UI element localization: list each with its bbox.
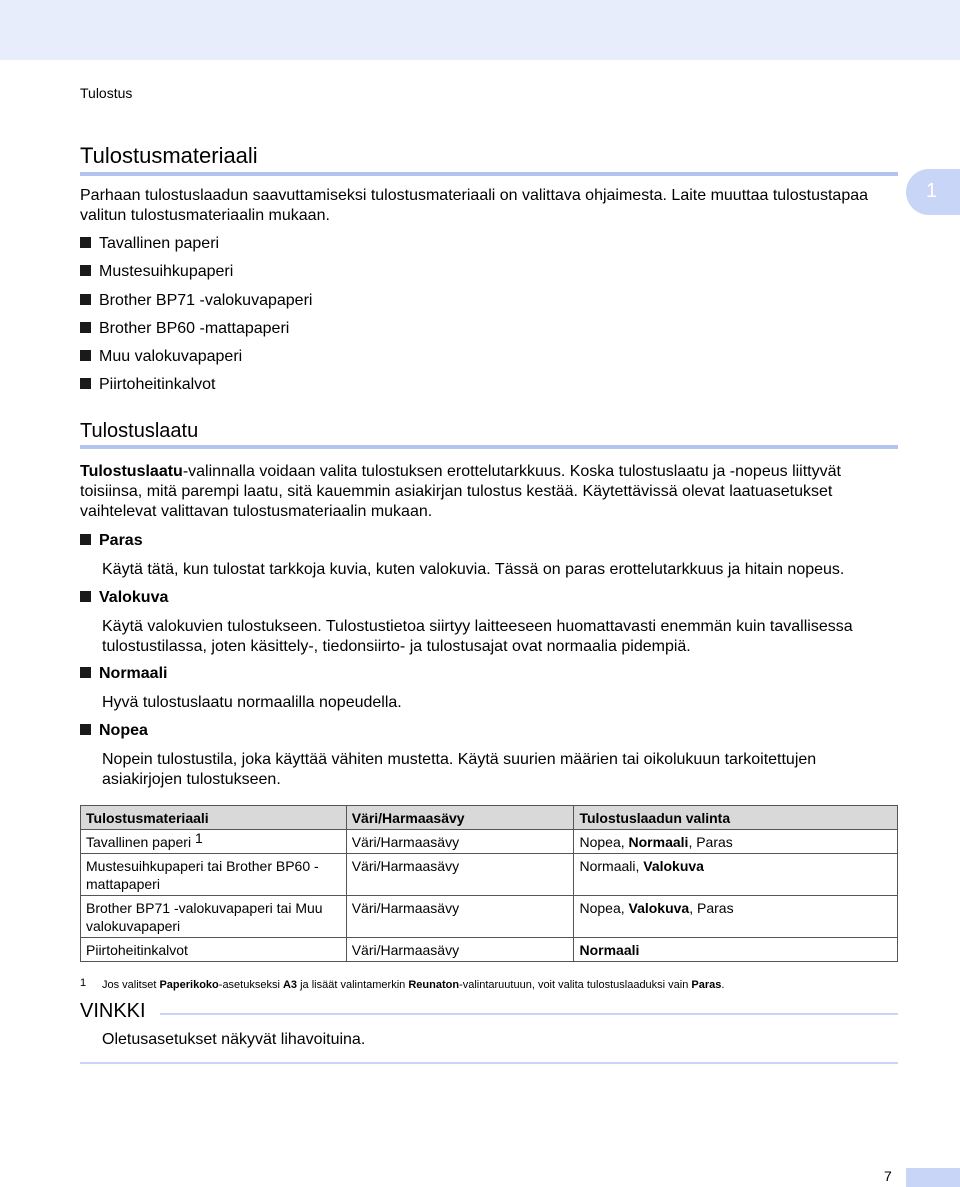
quality-option-normaali: Normaali <box>80 664 167 684</box>
quality-option-nopea: Nopea <box>80 721 148 741</box>
table-cell: Väri/Harmaasävy <box>346 830 574 854</box>
intro-paragraph: Parhaan tulostuslaadun saavuttamiseksi tulostusmateriaali on valittava ohjaimesta. Laite muuttaa tulostustapaa valitun tulostusmateriaalin mukaan. <box>80 187 869 224</box>
quality-option-desc: Hyvä tulostuslaatu normaalilla nopeudella. <box>102 694 402 711</box>
page-tab <box>906 1168 960 1187</box>
subsection-rule <box>80 445 898 449</box>
footnote-text: Jos valitset Paperikoko-asetukseksi A3 ja lisäät valintamerkin Reunaton-valintaruutuun, voit valita tulostuslaaduksi vain Paras. <box>102 979 725 991</box>
table-cell: Normaali, Valokuva <box>574 854 898 896</box>
table-row <box>81 896 898 938</box>
square-bullet-icon <box>80 591 91 602</box>
square-bullet-icon <box>80 237 91 248</box>
quality-option-desc: Käytä tätä, kun tulostat tarkkoja kuvia, kuten valokuvia. Tässä on paras erottelutarkkuus ja hitain nopeus. <box>102 561 845 578</box>
footnote-mark: 1 <box>80 977 87 989</box>
quality-option-desc: Nopein tulostustila, joka käyttää vähiten mustetta. Käytä suurien määrien tai oikolukuun tarkoitettujen asiakirjojen tulostukseen. <box>102 751 817 788</box>
table-cell: Mustesuihkupaperi tai Brother BP60 -mattapaperi <box>81 854 347 896</box>
table-header-cell: Tulostuslaadun valinta <box>574 806 898 830</box>
chapter-number: 1 <box>926 180 938 202</box>
table-row <box>81 938 898 962</box>
page-number: 7 <box>884 1168 892 1184</box>
section-rule <box>80 172 898 176</box>
square-bullet-icon <box>80 724 91 735</box>
tip-rule-top <box>160 1013 898 1015</box>
table-header-cell: Väri/Harmaasävy <box>346 806 574 830</box>
tip-heading: VINKKI <box>80 1000 146 1022</box>
media-list-item: Brother BP60 -mattapaperi <box>80 319 289 339</box>
table-cell: Piirtoheitinkalvot <box>81 938 347 962</box>
table-cell: Nopea, Valokuva, Paras <box>574 896 898 938</box>
table-cell: Väri/Harmaasävy <box>346 896 574 938</box>
header-band <box>0 0 960 60</box>
media-list-item: Muu valokuvapaperi <box>80 347 242 367</box>
media-list-item: Brother BP71 -valokuvapaperi <box>80 291 312 311</box>
quality-option-valokuva: Valokuva <box>80 588 168 608</box>
square-bullet-icon <box>80 322 91 333</box>
square-bullet-icon <box>80 350 91 361</box>
media-list-item: Piirtoheitinkalvot <box>80 375 216 395</box>
table-cell: Väri/Harmaasävy <box>346 938 574 962</box>
square-bullet-icon <box>80 667 91 678</box>
quality-intro: Tulostuslaatu-valinnalla voidaan valita tulostuksen erottelutarkkuus. Koska tulostuslaatu ja -nopeus liittyvät toisiinsa, mitä parempi laatu, sitä kauemmin asiakirjan tulostus kestää. Käytettävissä olevat laatuasetukset vaihtelevat valittavan tulostusmateriaalin mukaan. <box>80 463 841 520</box>
table-cell: Väri/Harmaasävy <box>346 854 574 896</box>
table-header-cell: Tulostusmateriaali <box>81 806 347 830</box>
section-title: Tulostusmateriaali <box>80 143 258 168</box>
media-list-item: Tavallinen paperi <box>80 234 219 254</box>
table-cell: Tavallinen paperi $^1$ <box>81 830 347 854</box>
square-bullet-icon <box>80 294 91 305</box>
running-head: Tulostus <box>80 85 133 101</box>
table-cell: Nopea, Normaali, Paras <box>574 830 898 854</box>
quality-option-desc: Käytä valokuvien tulostukseen. Tulostustietoa siirtyy laitteeseen huomattavasti enemmän kuin tavallisessa tulostustilassa, joten käsittely-, tiedonsiirto- ja tulostusajat ovat normaalia pidempiä. <box>102 618 853 655</box>
footnote-ref: 1 <box>194 830 203 846</box>
subsection-title: Tulostuslaatu <box>80 420 199 442</box>
table-row <box>81 854 898 896</box>
quality-option-paras: Paras <box>80 531 143 551</box>
table-row <box>81 830 898 854</box>
tip-text: Oletusasetukset näkyvät lihavoituina. <box>102 1031 366 1048</box>
square-bullet-icon <box>80 378 91 389</box>
media-list-item: Mustesuihkupaperi <box>80 262 233 282</box>
square-bullet-icon <box>80 265 91 276</box>
tip-rule-bottom <box>80 1062 898 1064</box>
square-bullet-icon <box>80 534 91 545</box>
table-cell: Normaali <box>574 938 898 962</box>
table-cell: Brother BP71 -valokuvapaperi tai Muu valokuvapaperi <box>81 896 347 938</box>
chapter-tab <box>906 169 960 215</box>
quality-table <box>80 805 898 962</box>
table-header-row <box>81 806 898 830</box>
